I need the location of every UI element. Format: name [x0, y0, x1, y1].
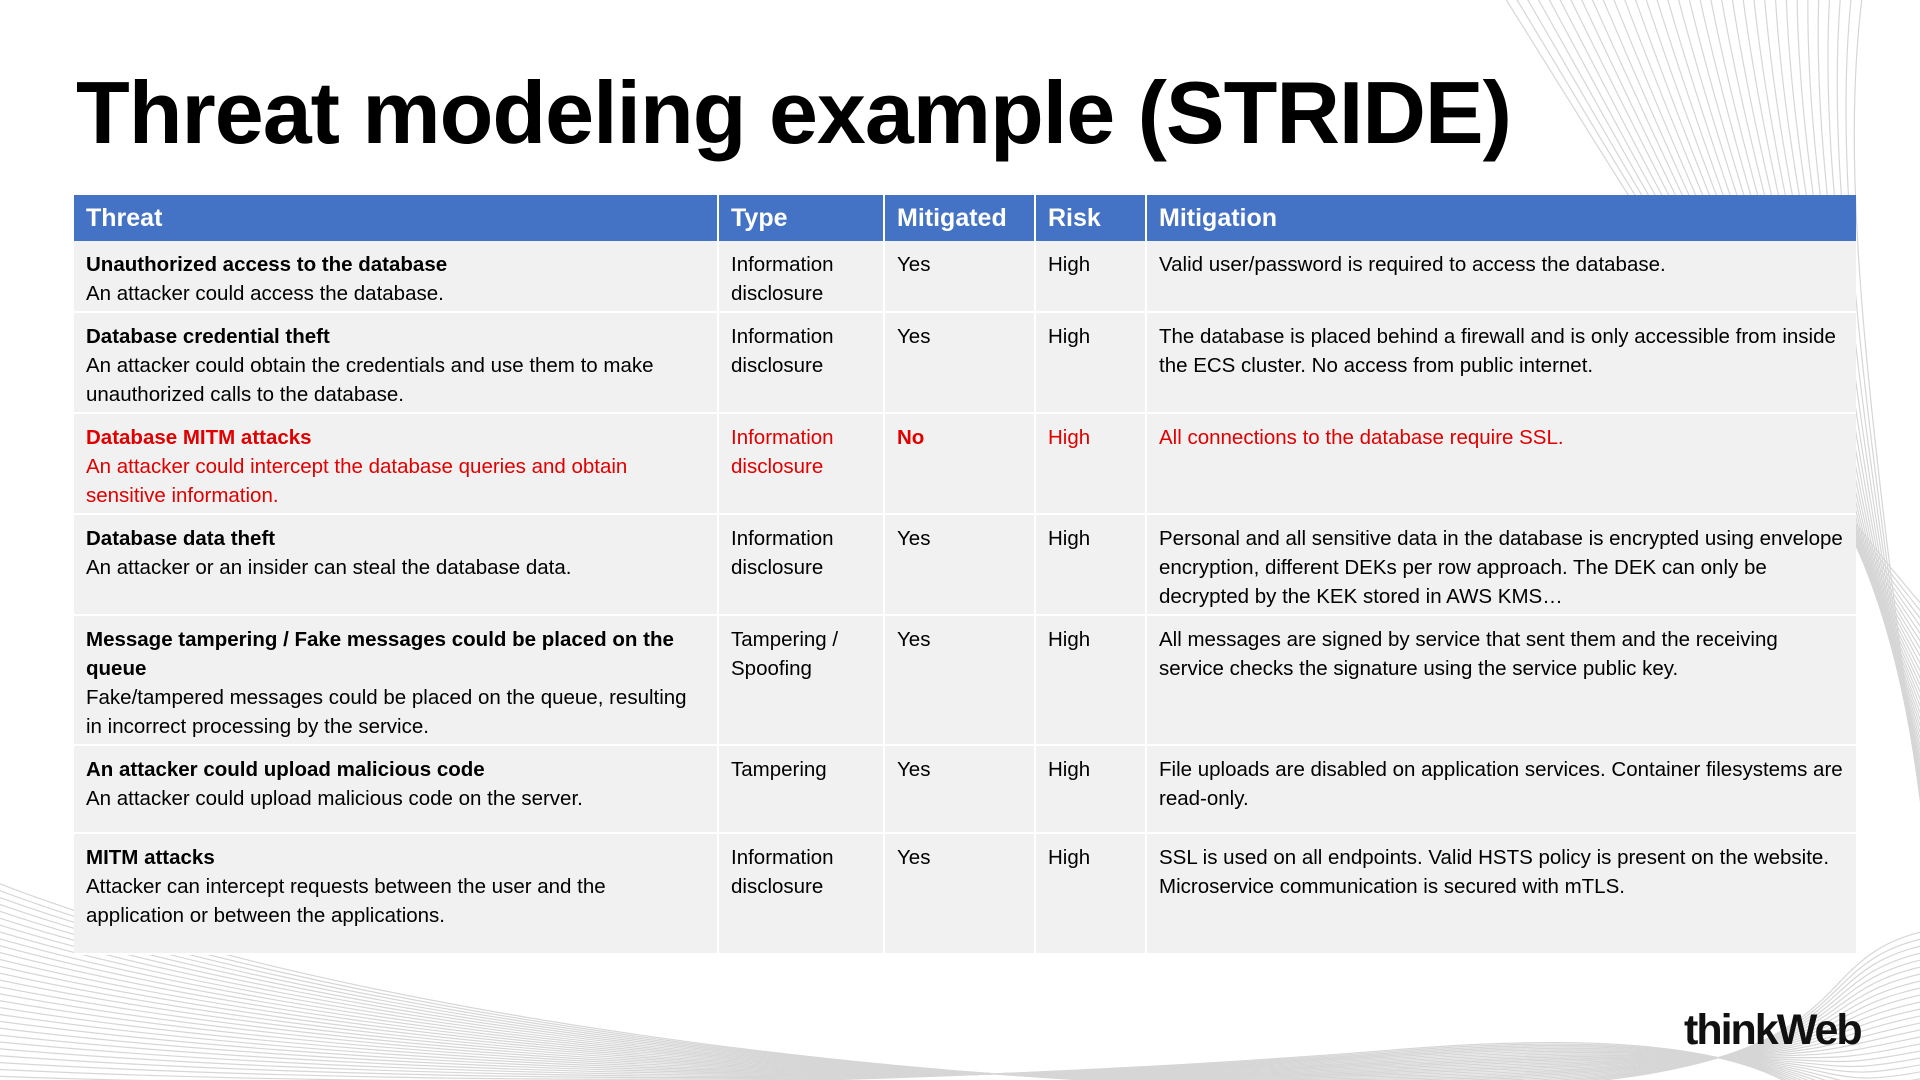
risk-cell: High: [1036, 834, 1147, 955]
mitigation-cell: Personal and all sensitive data in the database is encrypted using envelope encryption, different DEKs per row approach. The DEK can only be decrypted by the KEK stored in AWS KMS…: [1147, 515, 1856, 616]
mitigation-cell: The database is placed behind a firewall and is only accessible from inside the ECS cluster. No access from public internet.: [1147, 313, 1856, 414]
risk-cell: High: [1036, 616, 1147, 746]
threat-description: An attacker could intercept the database queries and obtain sensitive information.: [86, 455, 628, 507]
table-header-row: [74, 195, 1856, 241]
mitigation-cell: SSL is used on all endpoints. Valid HSTS policy is present on the website. Microservice communication is secured with mTLS.: [1147, 834, 1856, 955]
threat-title: MITM attacks: [86, 846, 215, 869]
mitigation-cell: Valid user/password is required to access the database.: [1147, 241, 1856, 313]
type-cell: Information disclosure: [719, 834, 885, 955]
threat-cell: [74, 616, 719, 746]
threat-description: Attacker can intercept requests between the user and the application or between the applications.: [86, 875, 606, 927]
table-row: [74, 313, 1856, 414]
column-header-risk: Risk: [1036, 195, 1147, 241]
risk-cell: High: [1036, 746, 1147, 834]
mitigated-cell: Yes: [885, 834, 1036, 955]
table-row: [74, 241, 1856, 313]
mitigated-cell: Yes: [885, 616, 1036, 746]
threat-cell: [74, 515, 719, 616]
thinkweb-logo: thinkWeb: [1684, 1006, 1861, 1054]
threat-cell: [74, 834, 719, 955]
threat-description: An attacker could access the database.: [86, 282, 444, 305]
threat-description: Fake/tampered messages could be placed on the queue, resulting in incorrect processing by the service.: [86, 686, 687, 738]
column-header-type: Type: [719, 195, 885, 241]
type-cell: Information disclosure: [719, 515, 885, 616]
table-row: [74, 834, 1856, 955]
threat-title: Message tampering / Fake messages could be placed on the queue: [86, 628, 674, 680]
mitigated-cell: Yes: [885, 313, 1036, 414]
column-header-threat: Threat: [74, 195, 719, 241]
threat-title: An attacker could upload malicious code: [86, 758, 485, 781]
risk-cell: High: [1036, 414, 1147, 515]
threat-cell: [74, 414, 719, 515]
column-header-mitigated: Mitigated: [885, 195, 1036, 241]
threat-table: [74, 195, 1856, 955]
slide-title: Threat modeling example (STRIDE): [76, 63, 1511, 162]
background-wave-line: [1854, 0, 1920, 910]
threat-description: An attacker could upload malicious code on the server.: [86, 787, 583, 810]
table-row: [74, 515, 1856, 616]
type-cell: Information disclosure: [719, 313, 885, 414]
threat-title: Database data theft: [86, 527, 276, 550]
mitigated-cell: Yes: [885, 241, 1036, 313]
column-header-mitigation: Mitigation: [1147, 195, 1856, 241]
risk-cell: High: [1036, 313, 1147, 414]
threat-cell: [74, 241, 719, 313]
table-row: [74, 616, 1856, 746]
mitigated-cell: No: [885, 414, 1036, 515]
background-wave-line: [1846, 0, 1920, 902]
risk-cell: High: [1036, 241, 1147, 313]
risk-cell: High: [1036, 515, 1147, 616]
threat-cell: [74, 313, 719, 414]
threat-title: Database MITM attacks: [86, 426, 312, 449]
threat-cell: [74, 746, 719, 834]
threat-description: An attacker could obtain the credentials and use them to make unauthorized calls to the database.: [86, 354, 654, 406]
mitigation-cell: File uploads are disabled on application services. Container filesystems are read-only.: [1147, 746, 1856, 834]
threat-title: Unauthorized access to the database: [86, 253, 448, 276]
table-row-unmitigated: [74, 414, 1856, 515]
type-cell: Information disclosure: [719, 414, 885, 515]
type-cell: Tampering: [719, 746, 885, 834]
mitigated-cell: Yes: [885, 746, 1036, 834]
type-cell: Information disclosure: [719, 241, 885, 313]
type-cell: Tampering / Spoofing: [719, 616, 885, 746]
threat-title: Database credential theft: [86, 325, 330, 348]
table-row: [74, 746, 1856, 834]
mitigation-cell: All connections to the database require SSL.: [1147, 414, 1856, 515]
mitigation-cell: All messages are signed by service that sent them and the receiving service checks the signature using the service public key.: [1147, 616, 1856, 746]
threat-description: An attacker or an insider can steal the database data.: [86, 556, 572, 579]
mitigated-cell: Yes: [885, 515, 1036, 616]
